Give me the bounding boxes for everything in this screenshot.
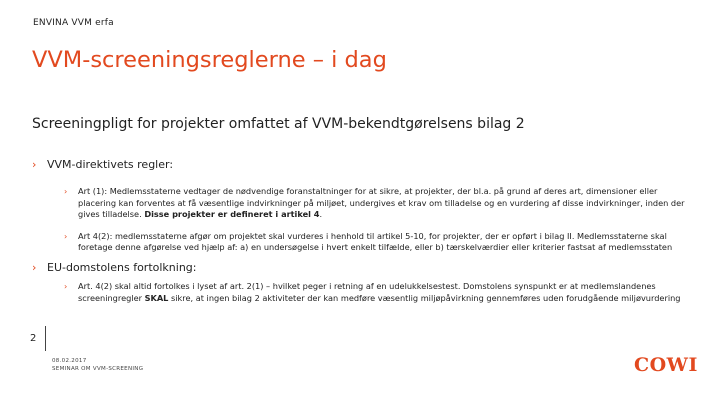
chevron-right-icon: › <box>32 158 37 171</box>
bullet-eu-court <box>32 261 692 275</box>
sub-bullet-text: Art. 4(2) skal altid fortolkes i lyset af art. 2(1) – hvilket peger i retning af en udelukkelsestest. Domstolens synspunkt er at medlemslandenes screeningregler <box>78 280 656 303</box>
sub-bullet-interpretation <box>64 281 688 304</box>
footer-event: SEMINAR OM VVM-SCREENING <box>52 366 144 372</box>
footer-date: 08.02.2017 <box>52 358 87 364</box>
footer-divider <box>45 326 46 351</box>
sub-bullet-tail: . <box>319 209 323 220</box>
page-number: 2 <box>30 333 37 344</box>
sub-bullet-emphasis: SKAL <box>144 292 169 303</box>
sub-bullet-text: Art 4(2): medlemsstaterne afgør om projektet skal vurderes i henhold til artikel 5-10, for projekter, der er opført i bilag II. Medlemsstaterne skal foretage denne afgørelse ved hjælp af: a) en undersøgelse i hvert enkelt tilfælde, eller b) tærskelværdier eller kriterier fastsat af medlemsstaten <box>78 230 673 253</box>
chevron-right-icon: › <box>64 280 68 291</box>
sub-bullet-emphasis: Disse projekter er defineret i artikel 4 <box>144 209 320 220</box>
slide-title: VVM-screeningsreglerne – i dag <box>32 47 387 73</box>
slide-subtitle: Screeningpligt for projekter omfattet af VVM-bekendtgørelsens bilag 2 <box>32 116 525 132</box>
chevron-right-icon: › <box>64 230 68 241</box>
bullet-label: EU-domstolens fortolkning: <box>47 260 197 274</box>
slide-kicker: ENVINA VVM erfa <box>33 18 114 28</box>
sub-bullet-text-after: sikre, at ingen bilag 2 aktiviteter der kan medføre væsentlig miljøpåvirkning gennemføres uden forudgående miljøvurdering <box>171 292 681 303</box>
sub-bullet-art4 <box>64 231 688 254</box>
bullet-content <box>32 158 692 304</box>
chevron-right-icon: › <box>64 186 68 196</box>
sub-bullet-art1 <box>64 186 688 221</box>
cowi-logo: COWI <box>634 354 698 376</box>
bullet-label: VVM-direktivets regler: <box>47 158 174 171</box>
bullet-directive-rules <box>32 158 692 172</box>
sub-bullet-text: Art (1): Medlemsstaterne vedtager de nødvendige foranstaltninger for at sikre, at projekter, der bl.a. på grund af deres art, dimensioner eller placering kan forventes at få væsentlige indvirkninger på miljøet, undergives et krav om tilladelse og en vurdering af disse indvirkninger, inden der gives tilladelse. <box>78 186 685 220</box>
chevron-right-icon: › <box>32 260 37 274</box>
